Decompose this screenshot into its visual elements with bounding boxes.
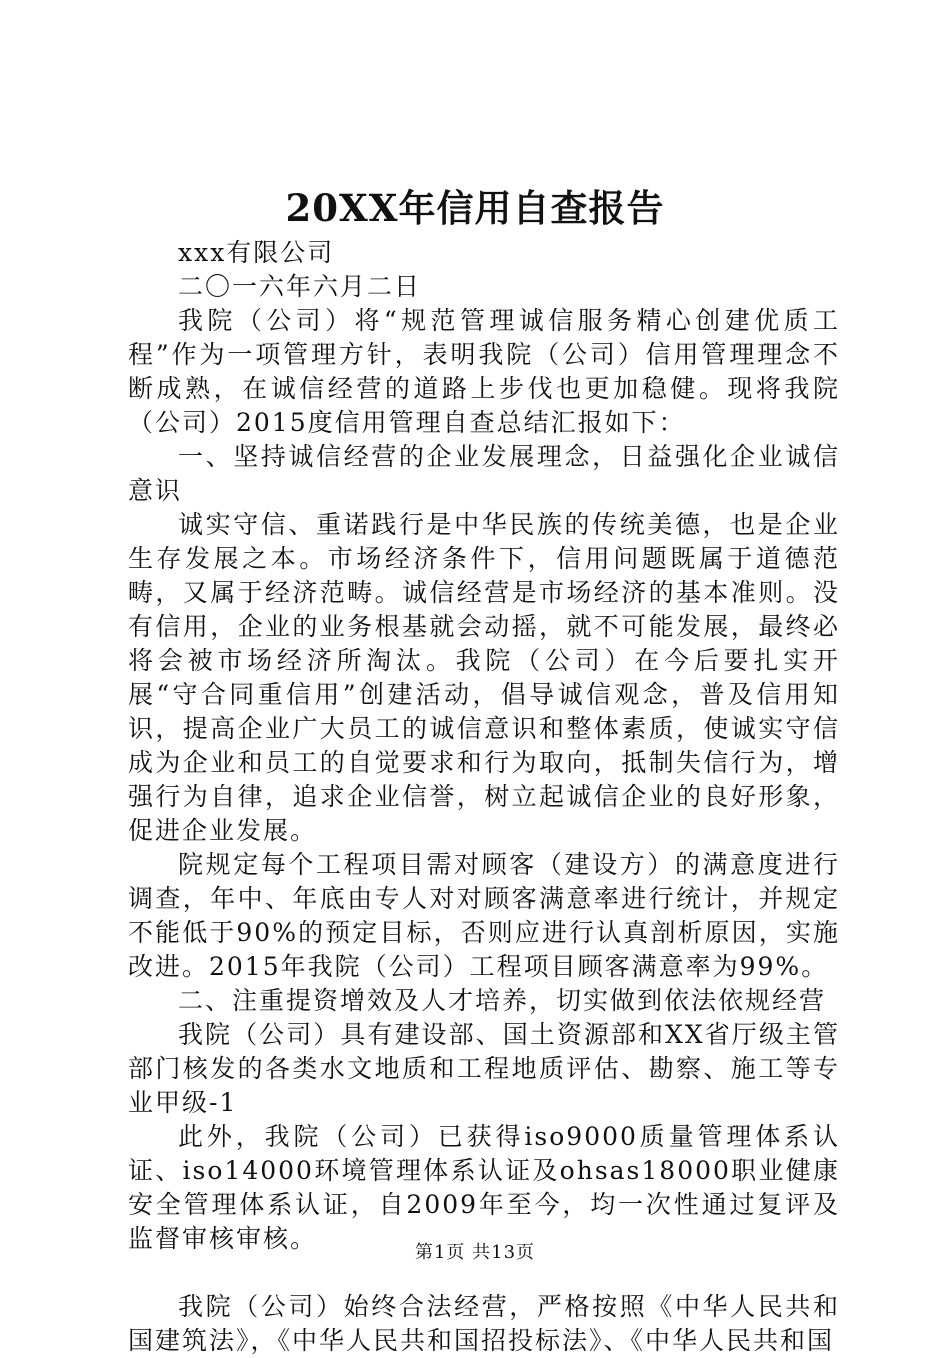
paragraph-certifications: 此外，我院（公司）已获得iso9000质量管理体系认证、iso14000环境管理体系认证及ohsas18000职业健康安全管理体系认证，自2009年至今，均一次性通过复评及监督审核审核。 — [128, 1122, 840, 1253]
paragraph-intro: 我院（公司）将“规范管理诚信服务精心创建优质工程”作为一项管理方针，表明我院（公司）信用管理理念不断成熟，在诚信经营的道路上步伐也更加稳健。现将我院（公司）2015度信用管理自查总结汇报如下： — [128, 306, 840, 437]
section-heading-2: 二、注重提资增效及人才培养，切实做到依法依规经营 — [178, 986, 827, 1015]
company-name: xxx有限公司 — [178, 238, 335, 267]
paragraph-integrity: 诚实守信、重诺践行是中华民族的传统美德，也是企业生存发展之本。市场经济条件下，信用问题既属于道德范畴，又属于经济范畴。诚信经营是市场经济的基本准则。没有信用，企业的业务根基就会动摇，就不可能发展，最终必将会被市场经济所淘汰。我院（公司）在今后要扎实开展“守合同重信用”创建活动，倡导诚信观念，普及信用知识，提高企业广大员工的诚信意识和整体素质，使诚实守信成为企业和员工的自觉要求和行为取向，抵制失信行为，增强行为自律，追求企业信誉，树立起诚信企业的良好形象，促进企业发展。 — [128, 510, 840, 845]
document-title: 20XX年信用自查报告 — [285, 186, 665, 230]
paragraph-satisfaction: 院规定每个工程项目需对顾客（建设方）的满意度进行调查，年中、年底由专人对对顾客满意率进行统计，并规定不能低于90%的预定目标，否则应进行认真剖析原因，实施改进。2015年我院（公司）工程项目顾客满意率为99%。 — [128, 850, 840, 981]
section-heading-1: 一、坚持诚信经营的企业发展理念，日益强化企业诚信意识 — [128, 442, 840, 505]
paragraph-qualifications: 我院（公司）具有建设部、国土资源部和XX省厅级主管部门核发的各类水文地质和工程地质评估、勘察、施工等专业甲级-1 — [128, 1020, 840, 1117]
document-body — [128, 236, 840, 1358]
document-date: 二〇一六年六月二日 — [178, 272, 422, 301]
page-number-footer: 第1页 共13页 — [414, 1242, 536, 1263]
paragraph-legal: 我院（公司）始终合法经营，严格按照《中华人民共和国建筑法》，《中华人民共和国招投标法》、《中华人民共和国 — [128, 1292, 840, 1355]
